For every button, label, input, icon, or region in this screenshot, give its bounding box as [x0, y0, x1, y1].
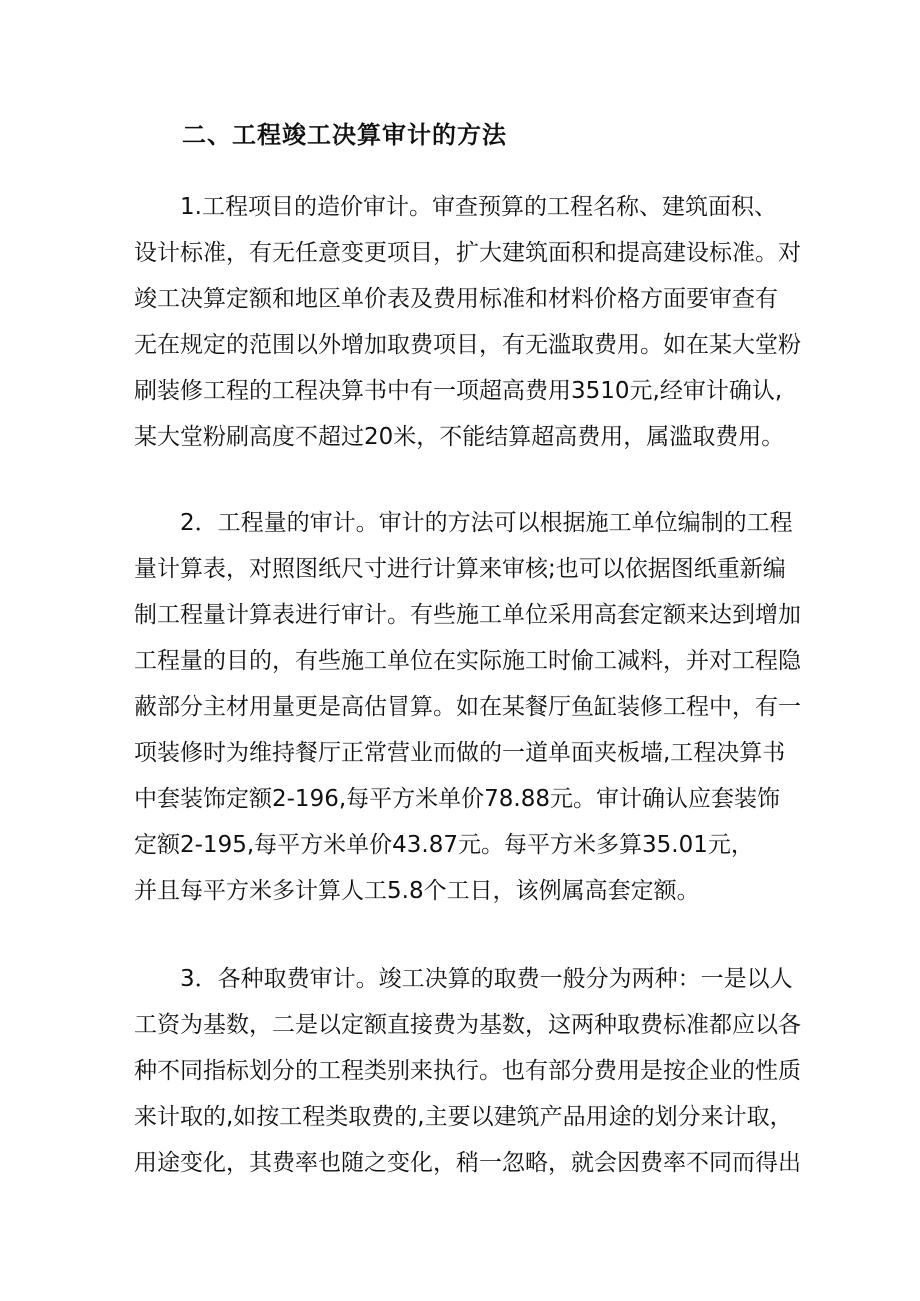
- paragraph-line: 无在规定的范围以外增加取费项目，有无滥取费用。如在某大堂粉: [134, 332, 801, 358]
- paragraph-line: 某大堂粉刷高度不超过20米，不能结算超高费用，属滥取费用。: [134, 424, 785, 450]
- paragraph-line: 制工程量计算表进行审计。有些施工单位采用高套定额来达到增加: [134, 602, 801, 628]
- paragraph-line: 种不同指标划分的工程类别来执行。也有部分费用是按企业的性质: [134, 1058, 801, 1084]
- paragraph-line: 设计标准，有无任意变更项目，扩大建筑面积和提高建设标准。对: [134, 240, 801, 266]
- paragraph-line: 1.工程项目的造价审计。审查预算的工程名称、建筑面积、: [180, 194, 777, 220]
- paragraph-line: 来计取的,如按工程类取费的,主要以建筑产品用途的划分来计取，: [134, 1104, 793, 1130]
- paragraph-line: 刷装修工程的工程决算书中有一项超高费用3510元,经审计确认,: [134, 378, 783, 404]
- paragraph-line: 蔽部分主材用量更是高估冒算。如在某餐厅鱼缸装修工程中，有一: [134, 694, 801, 720]
- paragraph-line: 3．各种取费审计。竣工决算的取费一般分为两种：一是以人: [180, 966, 793, 992]
- paragraph-line: 并且每平方米多计算人工5.8个工日，该例属高套定额。: [134, 878, 700, 904]
- paragraph-line: 工资为基数，二是以定额直接费为基数，这两种取费标准都应以各: [134, 1012, 801, 1038]
- paragraph-quantity-audit: [134, 500, 814, 914]
- paragraph-fee-audit: [134, 956, 814, 1186]
- paragraph-line: 用途变化，其费率也随之变化，稍一忽略，就会因费率不同而得出: [134, 1150, 801, 1176]
- paragraph-line: 量计算表，对照图纸尺寸进行计算来审核;也可以依据图纸重新编: [134, 556, 786, 582]
- paragraph-line: 竣工决算定额和地区单价表及费用标准和材料价格方面要审查有: [134, 286, 778, 312]
- paragraph-line: 项装修时为维持餐厅正常营业而做的一道单面夹板墙,工程决算书: [134, 740, 786, 766]
- paragraph-line: 中套装饰定额2-196,每平方米单价78.88元。审计确认应套装饰: [134, 786, 780, 812]
- paragraph-line: 定额2-195,每平方米单价43.87元。每平方米多算35.01元，: [134, 832, 754, 858]
- paragraph-cost-audit: [134, 184, 814, 460]
- paragraph-line: 工程量的目的，有些施工单位在实际施工时偷工减料，并对工程隐: [134, 648, 801, 674]
- paragraph-line: 2．工程量的审计。审计的方法可以根据施工单位编制的工程: [180, 510, 793, 536]
- section-title: 二、工程竣工决算审计的方法: [182, 121, 507, 149]
